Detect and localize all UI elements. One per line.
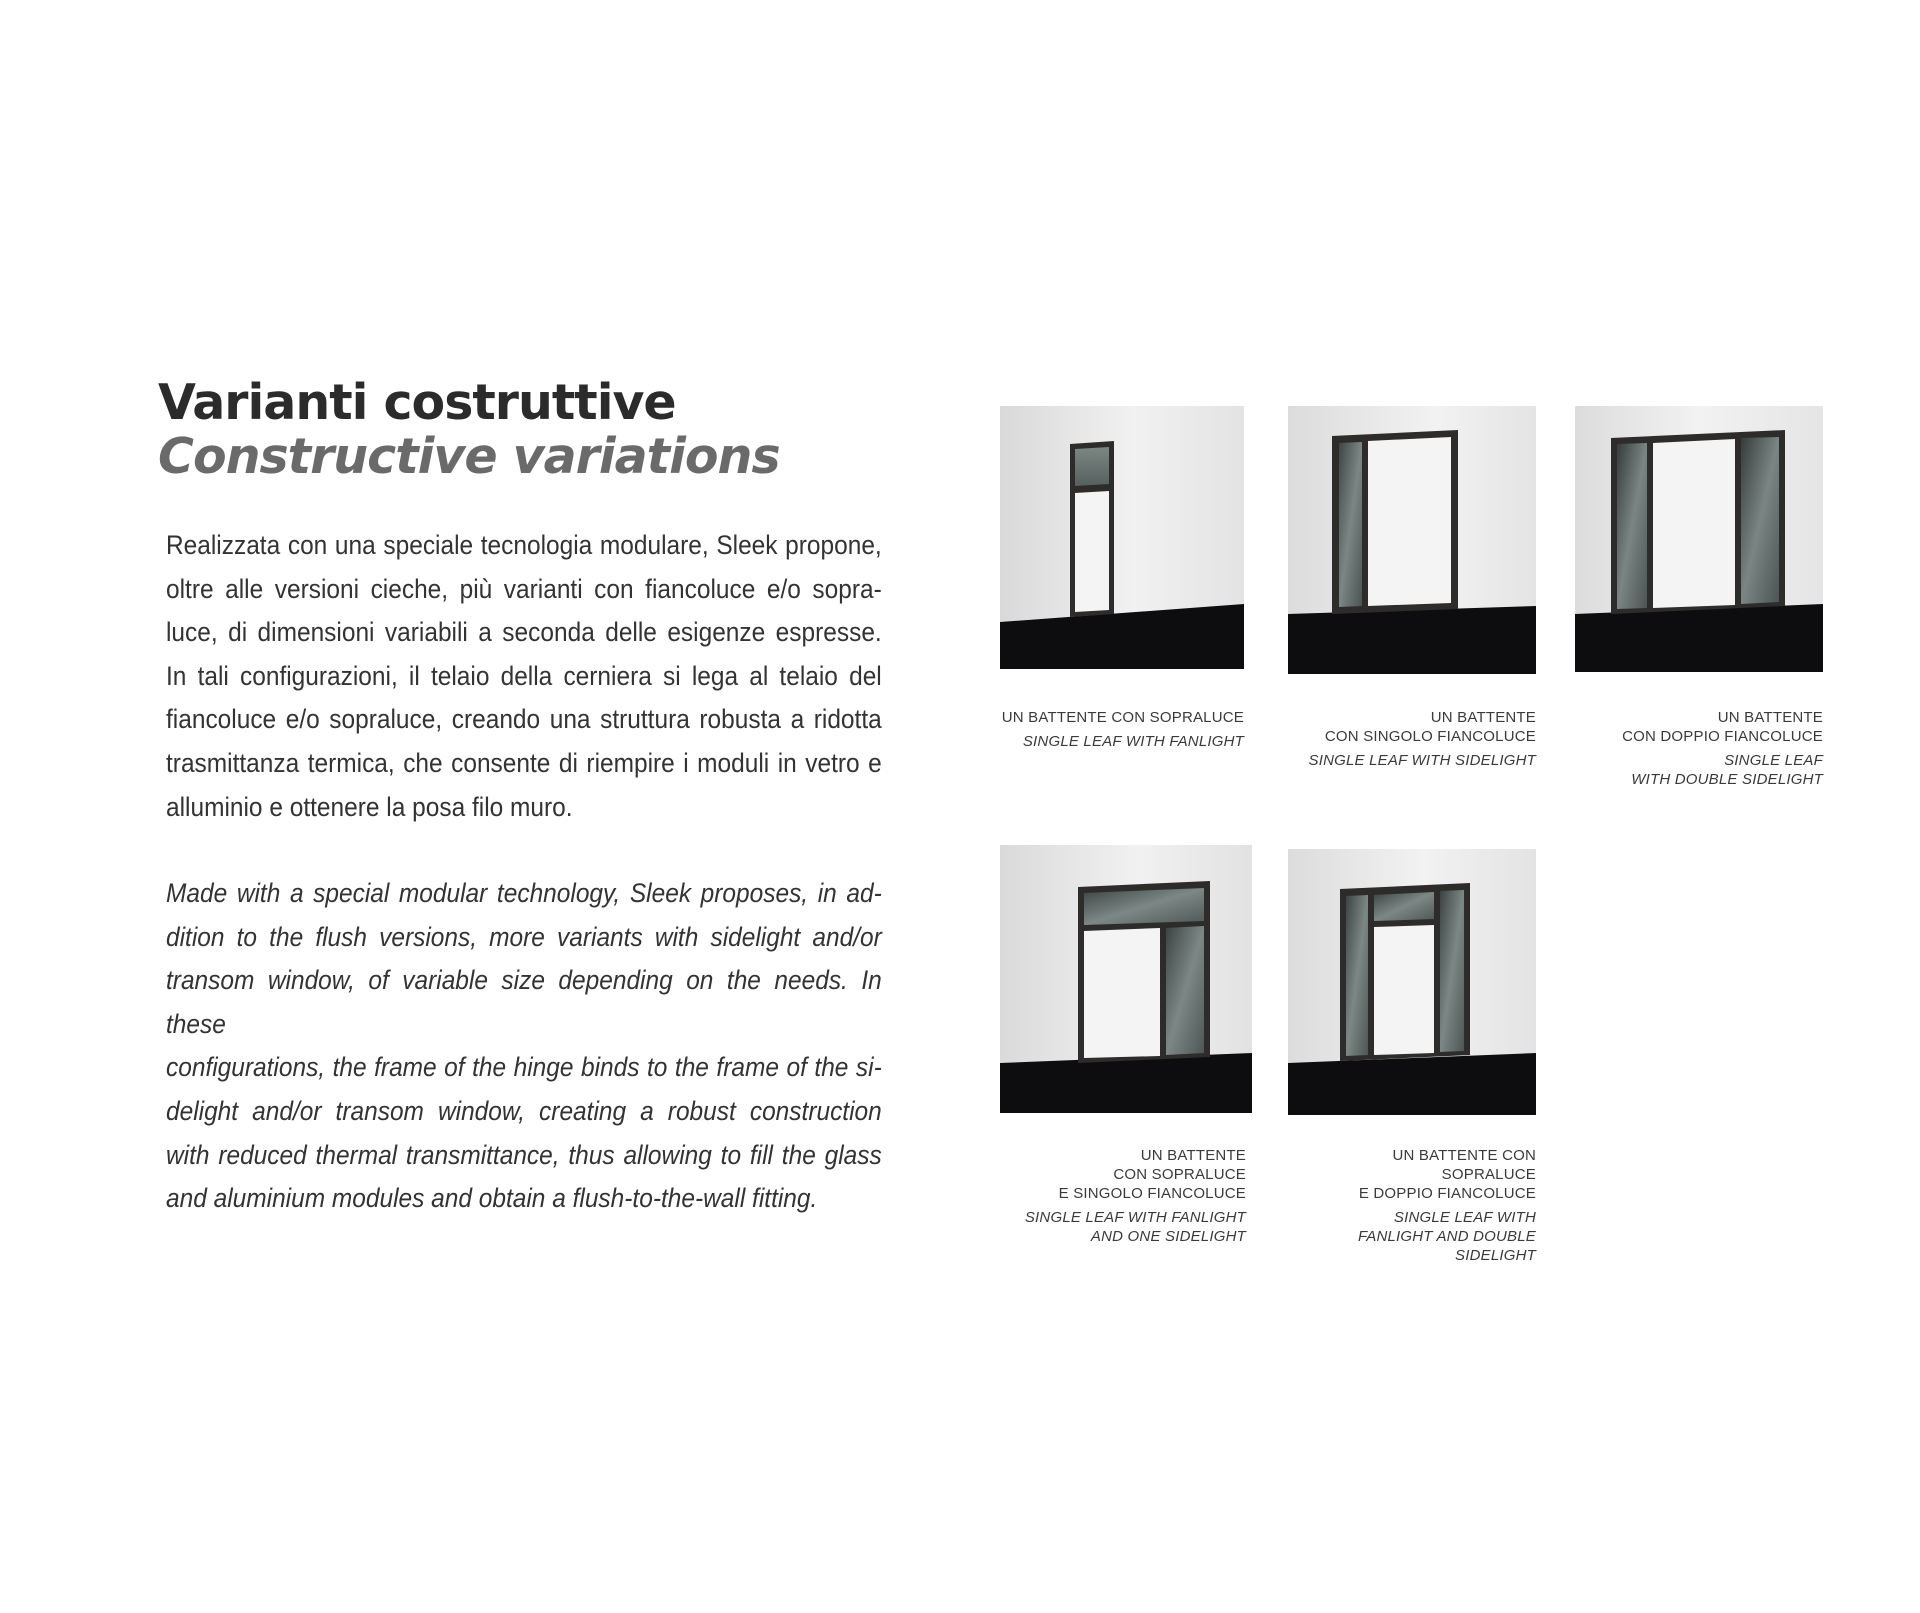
description-line: luce, di dimensioni variabili a seconda delle esigenze espresse. <box>166 617 882 648</box>
description-line: trasmittanza termica, che consente di riempire i moduli in vetro e <box>166 747 882 778</box>
page-subtitle: Constructive variations <box>158 428 780 485</box>
door-photo-double-sidelight <box>1575 406 1823 672</box>
variant-caption <box>1002 708 1244 751</box>
caption-italian: UN BATTENTE CON <box>1392 1147 1536 1164</box>
description-italian <box>166 524 882 829</box>
caption-italian: UN BATTENTE <box>1717 709 1823 726</box>
door-photo-fanlight-sidelight <box>1000 845 1252 1113</box>
door-photo-sidelight <box>1288 406 1536 674</box>
caption-english: SINGLE LEAF WITH FANLIGHT <box>1024 1209 1246 1226</box>
description-line: alluminio e ottenere la posa filo muro. <box>166 791 573 822</box>
caption-italian: CON DOPPIO FIANCOLUCE <box>1622 728 1823 745</box>
description-line: Realizzata con una speciale tecnologia modulare, Sleek propone, <box>166 530 882 560</box>
description-line: with reduced thermal transmittance, thus allowing to fill the glass <box>166 1139 882 1170</box>
description-line: configurations, the frame of the hinge binds to the frame of the si- <box>166 1052 882 1083</box>
caption-italian: CON SOPRALUCE <box>1113 1166 1246 1183</box>
caption-italian: E DOPPIO FIANCOLUCE <box>1358 1185 1536 1202</box>
description-line: and aluminium modules and obtain a flush-to-the-wall fitting. <box>166 1183 818 1214</box>
caption-english: SINGLE LEAF WITH FANLIGHT <box>1022 733 1244 750</box>
caption-english: SIDELIGHT <box>1455 1247 1536 1264</box>
caption-italian: UN BATTENTE <box>1140 1147 1246 1164</box>
caption-english: SINGLE LEAF <box>1724 752 1823 769</box>
description-line: In tali configurazioni, il telaio della cerniera si lega al telaio del <box>166 660 882 691</box>
description-english <box>166 872 882 1221</box>
description-line: delight and/or transom window, creating a robust construction <box>166 1095 882 1126</box>
caption-italian: SOPRALUCE <box>1441 1166 1536 1183</box>
description-line: oltre alle versioni cieche, più varianti con fiancoluce e/o sopra- <box>166 573 882 604</box>
door-photo-fanlight <box>1000 406 1244 669</box>
description-line: fiancoluce e/o sopraluce, creando una struttura robusta a ridotta <box>166 704 882 735</box>
variant-caption <box>1358 1146 1536 1265</box>
caption-italian: UN BATTENTE <box>1430 709 1536 726</box>
caption-english: WITH DOUBLE SIDELIGHT <box>1631 771 1823 788</box>
caption-english: FANLIGHT AND DOUBLE <box>1358 1228 1536 1245</box>
variant-caption <box>1309 708 1536 770</box>
description-line: Made with a special modular technology, Sleek proposes, in ad- <box>166 878 882 908</box>
page-title: Varianti costruttive <box>158 374 676 431</box>
description-line: dition to the flush versions, more variants with sidelight and/or <box>166 921 882 952</box>
description-line: transom window, of variable size depending on the needs. In these <box>166 965 882 1039</box>
variant-caption <box>1622 708 1823 789</box>
caption-english: SINGLE LEAF WITH <box>1393 1209 1536 1226</box>
caption-italian: UN BATTENTE CON SOPRALUCE <box>1001 709 1244 726</box>
caption-italian: CON SINGOLO FIANCOLUCE <box>1324 728 1536 745</box>
caption-english: AND ONE SIDELIGHT <box>1090 1228 1246 1245</box>
door-photo-fanlight-double-sidelight <box>1288 849 1536 1115</box>
caption-italian: E SINGOLO FIANCOLUCE <box>1058 1185 1246 1202</box>
caption-english: SINGLE LEAF WITH SIDELIGHT <box>1308 752 1536 769</box>
variant-caption <box>1025 1146 1246 1246</box>
